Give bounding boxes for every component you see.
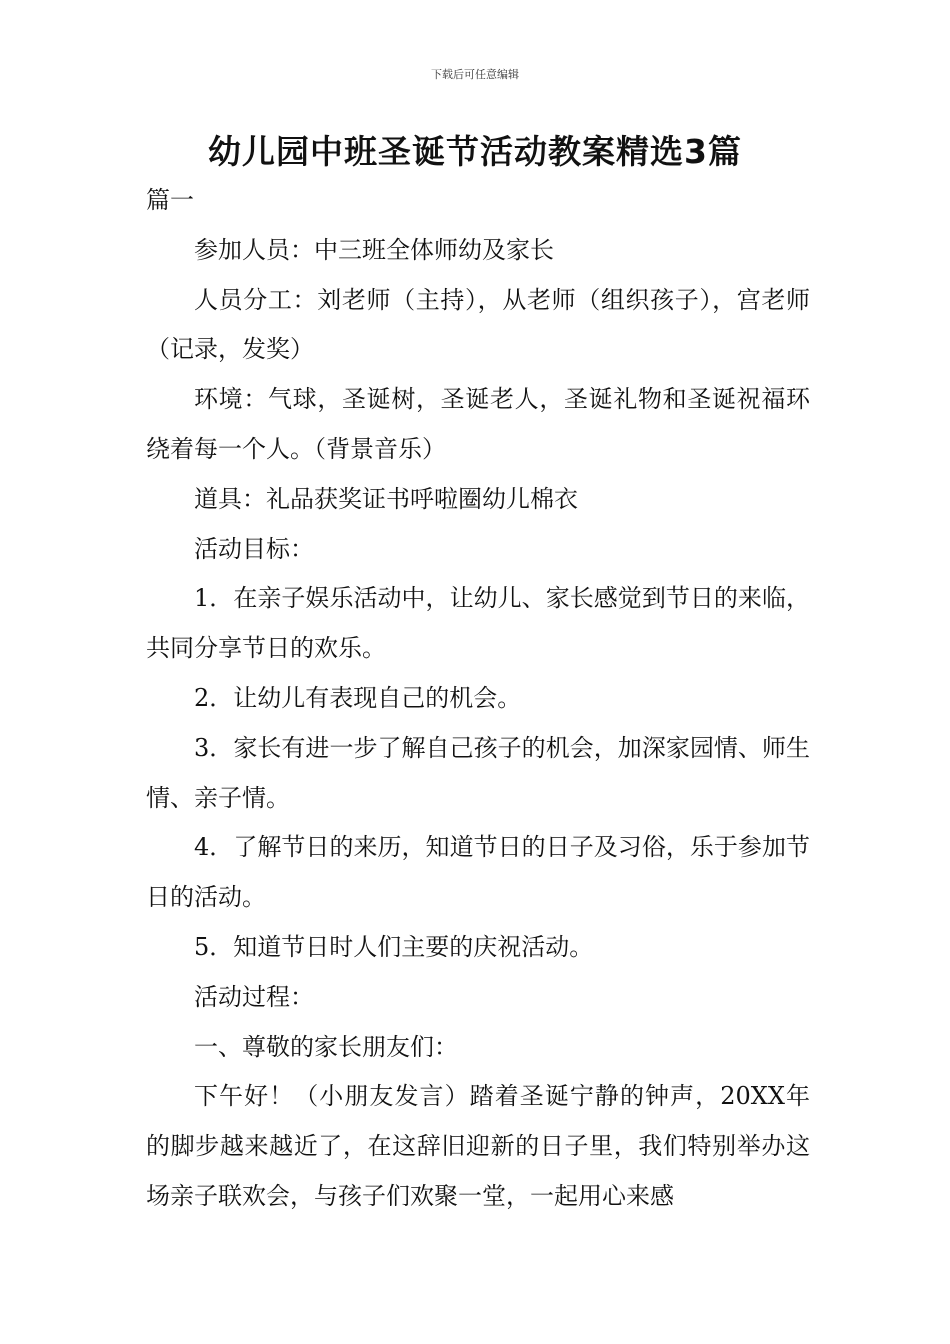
paragraph-goal-4: 4．了解节日的来历，知道节日的日子及习俗，乐于参加节日的活动。 — [146, 833, 810, 912]
paragraph-process-step-1: 一、尊敬的家长朋友们： — [194, 1032, 458, 1061]
paragraph-props: 道具：礼品获奖证书呼啦圈幼儿棉衣 — [194, 484, 578, 513]
paragraph-goal-2: 2．让幼儿有表现自己的机会。 — [194, 683, 522, 712]
paragraph-participants: 参加人员：中三班全体师幼及家长 — [194, 235, 554, 264]
paragraph-goal-1: 1．在亲子娱乐活动中，让幼儿、家长感觉到节日的来临，共同分享节日的欢乐。 — [146, 584, 810, 663]
document-title: 幼儿园中班圣诞节活动教案精选3篇 — [208, 132, 742, 171]
paragraph-process-heading: 活动过程： — [194, 982, 314, 1011]
paragraph-environment: 环境：气球，圣诞树，圣诞老人，圣诞礼物和圣诞祝福环绕着每一个人。（背景音乐） — [146, 385, 810, 463]
paragraph-goals-heading: 活动目标： — [194, 534, 314, 563]
paragraph-greeting: 下午好！（小朋友发言）踏着圣诞宁静的钟声，20XX年的脚步越来越近了，在这辞旧迎新的日子里，我们特别举办这场亲子联欢会，与孩子们欢聚一堂，一起用心来感 — [146, 1082, 810, 1210]
paragraph-staff-roles: 人员分工：刘老师（主持），从老师（组织孩子），宫老师（记录，发奖） — [146, 285, 810, 364]
header-note: 下载后可任意编辑 — [431, 68, 519, 81]
paragraph-goal-3: 3．家长有进一步了解自己孩子的机会，加深家园情、师生情、亲子情。 — [146, 733, 810, 812]
document-body — [146, 176, 810, 1222]
paragraph-goal-5: 5．知道节日时人们主要的庆祝活动。 — [194, 932, 594, 961]
section-label: 篇一 — [146, 186, 194, 214]
